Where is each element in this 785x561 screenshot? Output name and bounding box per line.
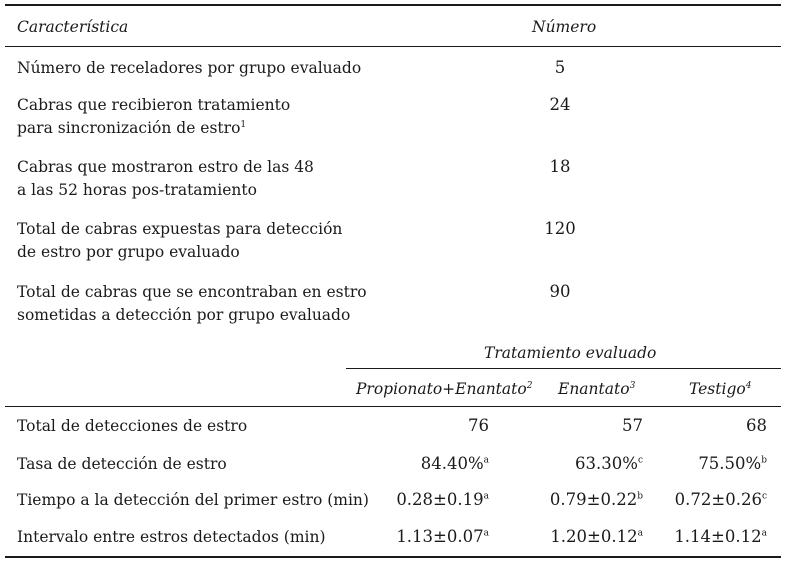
column-header-propionato-enantato: Propionato+Enantato$^2$ <box>356 380 533 398</box>
row-value: 5 <box>554 58 566 77</box>
row-label-line2: para sincronización de estro$^1$ <box>17 119 247 137</box>
cell-propionato-enantato: 84.40%$^a$ <box>420 454 489 473</box>
footnote-marker: 3 <box>629 380 636 391</box>
row-label: Intervalo entre estros detectados (min) <box>17 528 326 546</box>
cell-propionato-enantato: 1.13±0.07$^a$ <box>396 527 489 546</box>
column-header-characteristic: Característica <box>17 18 129 36</box>
row-value: 18 <box>549 157 571 176</box>
significance-marker: a <box>483 528 489 539</box>
treatment-group-header: Tratamiento evaluado <box>484 344 657 362</box>
row-value: 90 <box>549 282 571 301</box>
treatment-group-rule <box>346 368 781 369</box>
row-label: Total de cabras expuestas para detección <box>17 220 343 238</box>
row-label: Cabras que mostraron estro de las 48 <box>17 158 314 176</box>
cell-propionato-enantato: 0.28±0.19$^a$ <box>396 490 489 509</box>
row-label-line2: a las 52 horas pos-tratamiento <box>17 181 257 199</box>
row-label: Cabras que recibieron tratamiento <box>17 96 291 114</box>
significance-marker: a <box>483 455 489 466</box>
significance-marker: c <box>637 455 643 466</box>
significance-marker: a <box>637 528 643 539</box>
cell-testigo: 1.14±0.12$^a$ <box>674 527 767 546</box>
column-header-enantato: Enantato$^3$ <box>558 380 636 398</box>
row-label: Total de detecciones de estro <box>17 417 248 435</box>
significance-marker: b <box>637 491 643 502</box>
column-header-testigo: Testigo$^4$ <box>689 380 752 398</box>
significance-marker: c <box>761 491 767 502</box>
significance-marker: a <box>761 528 767 539</box>
header-rule <box>5 46 781 47</box>
cell-enantato: 0.79±0.22$^b$ <box>549 490 643 509</box>
bottom-rule <box>5 556 781 558</box>
significance-marker: b <box>761 455 767 466</box>
top-rule <box>5 4 781 6</box>
column-header-number: Número <box>532 18 597 36</box>
treatment-header-rule <box>5 406 781 407</box>
row-label-line2: de estro por grupo evaluado <box>17 243 240 261</box>
row-value: 24 <box>549 95 571 114</box>
row-label-line2: sometidas a detección por grupo evaluado <box>17 306 351 324</box>
cell-testigo: 75.50%$^b$ <box>698 454 767 473</box>
row-value: 120 <box>544 219 576 238</box>
cell-testigo: 0.72±0.26$^c$ <box>674 490 767 509</box>
cell-enantato: 63.30%$^c$ <box>575 454 643 473</box>
footnote-marker: 1 <box>240 119 247 130</box>
row-label: Número de receladores por grupo evaluado <box>17 59 362 77</box>
row-label: Tasa de detección de estro <box>17 455 227 473</box>
footnote-marker: 4 <box>745 380 752 391</box>
significance-marker: a <box>483 491 489 502</box>
row-label: Tiempo a la detección del primer estro (min) <box>17 491 369 509</box>
cell-propionato-enantato: 76 <box>468 416 489 435</box>
cell-testigo: 68 <box>746 416 767 435</box>
cell-enantato: 57 <box>622 416 643 435</box>
row-label: Total de cabras que se encontraban en estro <box>17 283 367 301</box>
cell-enantato: 1.20±0.12$^a$ <box>550 527 643 546</box>
footnote-marker: 2 <box>526 380 533 391</box>
